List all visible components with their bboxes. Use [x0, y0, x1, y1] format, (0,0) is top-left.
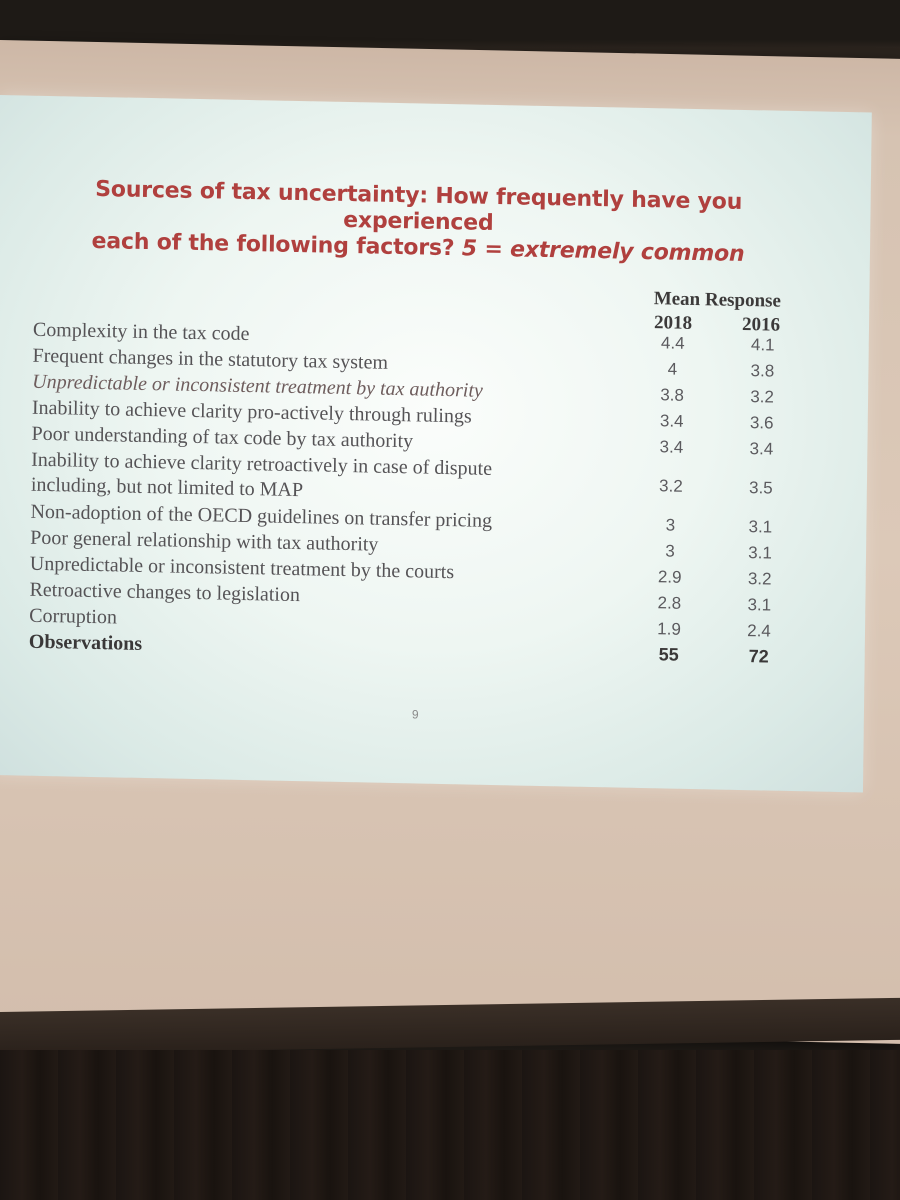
stage-floor [0, 1050, 900, 1200]
value-2018: 3 [665, 515, 676, 535]
row-label: Non-adoption of the OECD guidelines on transfer pricing [30, 500, 493, 532]
observations-2016: 72 [748, 646, 769, 667]
value-2016: 3.6 [749, 413, 774, 433]
row-label: Unpredictable or inconsistent treatment by the courts [29, 552, 455, 584]
value-2016: 3.2 [750, 387, 775, 407]
observations-label: Observations [28, 630, 143, 655]
value-2016: 3.1 [748, 517, 773, 537]
observations-2018: 55 [658, 644, 679, 665]
row-label [31, 448, 492, 507]
value-2016: 3.2 [747, 569, 772, 589]
value-2018: 3.4 [659, 437, 684, 457]
slide-title-scale-note: 5 = extremely common [461, 236, 745, 267]
row-label-line2: including, but not limited to MAP [30, 473, 304, 502]
row-label: Poor understanding of tax code by tax authority [31, 422, 414, 453]
row-label: Complexity in the tax code [32, 318, 250, 346]
slide-page-number: 9 [411, 707, 419, 722]
value-2018: 2.9 [657, 567, 682, 587]
value-2016: 3.1 [747, 595, 772, 615]
value-2018: 3 [665, 541, 675, 561]
row-label: Inability to achieve clarity pro-actively through rulings [31, 396, 472, 428]
presentation-slide [0, 95, 872, 792]
value-2016: 4.1 [750, 335, 775, 355]
mean-response-header: Mean Response [653, 288, 782, 312]
value-2018: 3.4 [659, 411, 684, 431]
row-label-line1: Inability to achieve clarity retroactively in case of dispute [31, 448, 493, 480]
row-label: Poor general relationship with tax authority [30, 526, 379, 556]
year-2016-header: 2016 [741, 313, 781, 336]
value-2018: 1.9 [657, 619, 681, 639]
value-2018: 3.8 [660, 385, 685, 405]
slide-title [38, 176, 799, 269]
value-2016: 3.5 [748, 478, 773, 498]
row-label: Unpredictable or inconsistent treatment by tax authority [32, 370, 483, 402]
value-2016: 3.4 [749, 439, 774, 459]
row-label: Retroactive changes to legislation [29, 578, 301, 607]
results-table [29, 318, 833, 672]
value-2018: 2.8 [657, 593, 682, 613]
value-2016: 2.4 [747, 621, 771, 641]
value-2016: 3.8 [750, 361, 775, 381]
slide-title-line1: Sources of tax uncertainty: How frequently have you experienced [95, 176, 743, 236]
value-2018: 3.2 [658, 476, 683, 496]
value-2018: 4.4 [660, 333, 685, 353]
year-2018-header: 2018 [653, 312, 693, 334]
row-label: Frequent changes in the statutory tax system [32, 344, 389, 374]
value-2018: 4 [667, 359, 678, 379]
slide-title-line2-text: each of the following factors? [91, 228, 463, 262]
value-2016: 3.1 [748, 543, 772, 563]
row-label: Corruption [29, 604, 118, 629]
